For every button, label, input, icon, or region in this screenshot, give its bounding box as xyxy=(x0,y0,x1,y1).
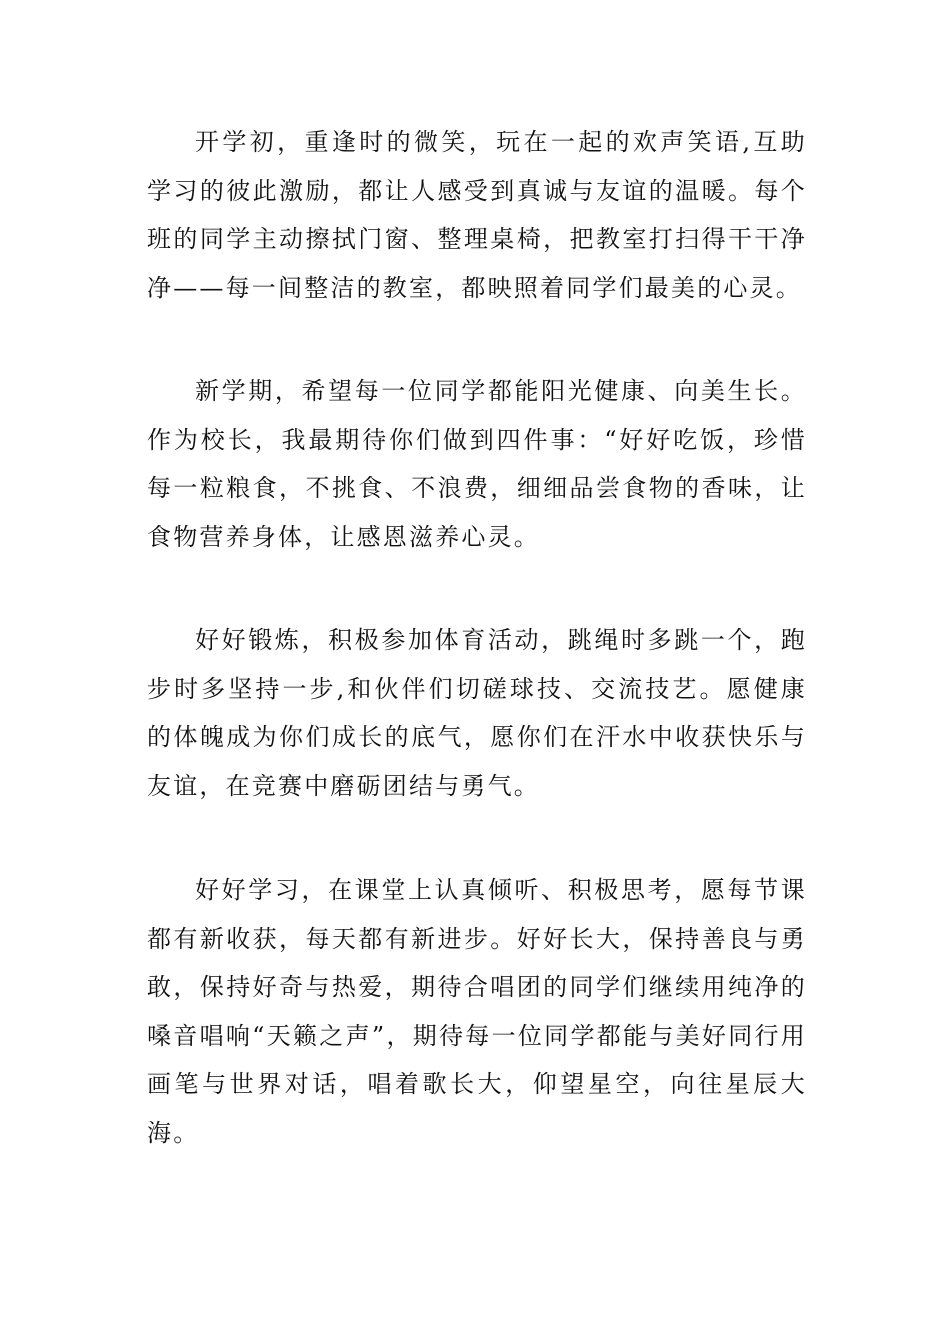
paragraph-1: 开学初，重逢时的微笑，玩在一起的欢声笑语,互助学习的彼此激励，都让人感受到真诚与友谊的温暖。每个班的同学主动擦拭门窗、整理桌椅，把教室打扫得干干净净——每一间整洁的教室，都映照着同学们最美的心灵。 xyxy=(147,128,807,302)
paragraph-3: 好好锻炼，积极参加体育活动，跳绳时多跳一个，跑步时多坚持一步,和伙伴们切磋球技、交流技艺。愿健康的体魄成为你们成长的底气，愿你们在汗水中收获快乐与友谊，在竞赛中磨砺团结与勇气。 xyxy=(147,626,807,800)
paragraph-4: 好好学习，在课堂上认真倾听、积极思考，愿每节课都有新收获，每天都有新进步。好好长大，保持善良与勇敢，保持好奇与热爱，期待合唱团的同学们继续用纯净的嗓音唱响“天籁之声”，期待每一位同学都能与美好同行用画笔与世界对话，唱着歌长大，仰望星空，向往星辰大海。 xyxy=(147,876,807,1147)
paragraph-2: 新学期，希望每一位同学都能阳光健康、向美生长。作为校长，我最期待你们做到四件事：“好好吃饭，珍惜每一粒粮食，不挑食、不浪费，细细品尝食物的香味，让食物营养身体，让感恩滋养心灵。 xyxy=(147,377,807,551)
